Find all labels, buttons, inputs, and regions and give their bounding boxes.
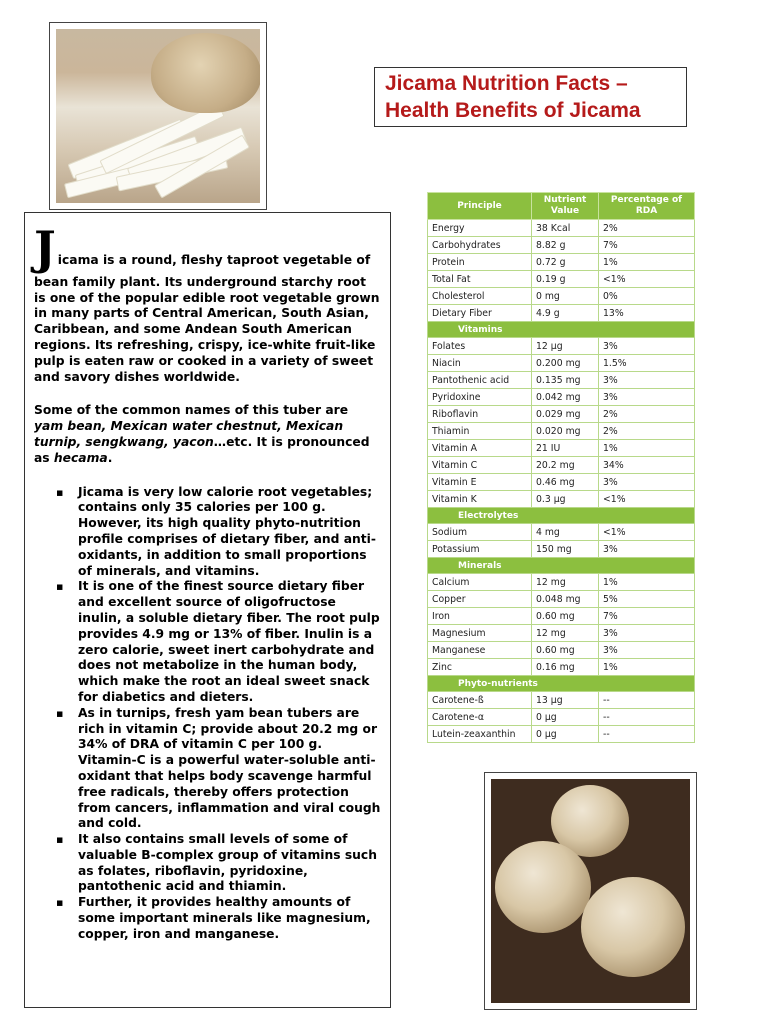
table-row bbox=[428, 254, 695, 271]
cell-percent-rda: 7% bbox=[599, 237, 695, 254]
table-section-row bbox=[428, 322, 695, 338]
cell-nutrient-value: 150 mg bbox=[532, 541, 599, 558]
benefit-item: ▪ Further, it provides healthy amounts of some important minerals like magnesium, copper, iron and manganese. bbox=[78, 895, 381, 942]
benefit-item: ▪ Jicama is very low calorie root vegetables; contains only 35 calories per 100 g. However, its high quality phyto-nutrition profile comprises of dietary fiber, and anti-oxidants, in addition to small proportions of minerals, and vitamins. bbox=[78, 485, 381, 580]
table-row bbox=[428, 726, 695, 743]
cell-percent-rda: 1% bbox=[599, 659, 695, 676]
cell-nutrient-value: 8.82 g bbox=[532, 237, 599, 254]
table-header-row bbox=[428, 193, 695, 220]
jicama-tubers-photo bbox=[484, 772, 697, 1010]
cell-nutrient-value: 0.60 mg bbox=[532, 642, 599, 659]
benefit-item: ▪ It is one of the finest source dietary fiber and excellent source of oligofructose inulin, a soluble dietary fiber. The root pulp provides 4.9 mg or 13% of fiber. Inulin is a zero calorie, sweet inert carbohydrate and does not metabolize in the human body, which make the root an ideal sweet snack for diabetics and dieters. bbox=[78, 579, 381, 705]
cell-nutrient-value: 20.2 mg bbox=[532, 457, 599, 474]
cell-nutrient-value: 0 µg bbox=[532, 709, 599, 726]
cell-principle: Carbohydrates bbox=[428, 237, 532, 254]
cell-percent-rda: 2% bbox=[599, 423, 695, 440]
cell-principle: Pantothenic acid bbox=[428, 372, 532, 389]
title-line-1: Jicama Nutrition Facts – bbox=[385, 72, 628, 95]
names-lead: Some of the common names of this tuber are bbox=[34, 403, 349, 418]
table-row bbox=[428, 440, 695, 457]
cell-nutrient-value: 12 mg bbox=[532, 625, 599, 642]
cell-percent-rda: -- bbox=[599, 726, 695, 743]
table-row bbox=[428, 372, 695, 389]
table-row bbox=[428, 220, 695, 237]
cell-percent-rda: 3% bbox=[599, 642, 695, 659]
names-mid: …etc. It is pronounced as bbox=[34, 434, 370, 465]
table-row bbox=[428, 642, 695, 659]
cell-percent-rda: 1.5% bbox=[599, 355, 695, 372]
cell-principle: Vitamin A bbox=[428, 440, 532, 457]
cell-percent-rda: 3% bbox=[599, 372, 695, 389]
cell-percent-rda: 3% bbox=[599, 625, 695, 642]
cell-principle: Energy bbox=[428, 220, 532, 237]
benefit-item: ▪ As in turnips, fresh yam bean tubers are rich in vitamin C; provide about 20.2 mg or 34% of DRA of vitamin C per 100 g. Vitamin-C is a powerful water-soluble anti-oxidant that helps body scavenge harmful free radicals, thereby offers protection from cancers, inflammation and viral cough and cold. bbox=[78, 706, 381, 832]
jicama-sticks-image bbox=[56, 29, 260, 203]
cell-nutrient-value: 0.042 mg bbox=[532, 389, 599, 406]
table-section-row bbox=[428, 508, 695, 524]
table-row bbox=[428, 474, 695, 491]
table-section-row bbox=[428, 676, 695, 692]
cell-nutrient-value: 0.46 mg bbox=[532, 474, 599, 491]
benefits-list bbox=[34, 485, 381, 943]
cell-nutrient-value: 12 mg bbox=[532, 574, 599, 591]
table-row bbox=[428, 659, 695, 676]
intro-first-line: icama is a round, fleshy taproot vegetable of bbox=[57, 253, 371, 267]
cell-percent-rda: 1% bbox=[599, 254, 695, 271]
cell-percent-rda: 1% bbox=[599, 574, 695, 591]
cell-principle: Vitamin E bbox=[428, 474, 532, 491]
cell-nutrient-value: 0.3 µg bbox=[532, 491, 599, 508]
title-line-2: Health Benefits of Jicama bbox=[385, 99, 641, 122]
table-row bbox=[428, 423, 695, 440]
table-row bbox=[428, 524, 695, 541]
cell-principle: Protein bbox=[428, 254, 532, 271]
table-row bbox=[428, 491, 695, 508]
cell-principle: Zinc bbox=[428, 659, 532, 676]
header-percentage-rda: Percentage of RDA bbox=[599, 193, 695, 220]
cell-principle: Carotene-α bbox=[428, 709, 532, 726]
cell-nutrient-value: 0.16 mg bbox=[532, 659, 599, 676]
cell-nutrient-value: 0.029 mg bbox=[532, 406, 599, 423]
cell-percent-rda: 0% bbox=[599, 288, 695, 305]
cell-percent-rda: 3% bbox=[599, 474, 695, 491]
table-row bbox=[428, 709, 695, 726]
cell-percent-rda: -- bbox=[599, 709, 695, 726]
table-row bbox=[428, 406, 695, 423]
drop-cap: J bbox=[34, 221, 56, 275]
cell-percent-rda: 13% bbox=[599, 305, 695, 322]
cell-percent-rda: 2% bbox=[599, 406, 695, 423]
cell-principle: Cholesterol bbox=[428, 288, 532, 305]
table-row bbox=[428, 625, 695, 642]
common-names-paragraph bbox=[34, 403, 381, 466]
cell-nutrient-value: 12 µg bbox=[532, 338, 599, 355]
names-italic: yam bean, Mexican water chestnut, Mexican turnip, sengkwang, yacon bbox=[34, 419, 344, 449]
cell-percent-rda: 3% bbox=[599, 541, 695, 558]
table-row bbox=[428, 591, 695, 608]
cell-principle: Vitamin K bbox=[428, 491, 532, 508]
cell-principle: Manganese bbox=[428, 642, 532, 659]
cell-principle: Iron bbox=[428, 608, 532, 625]
cell-percent-rda: 7% bbox=[599, 608, 695, 625]
page-title bbox=[374, 67, 687, 127]
cell-nutrient-value: 0 µg bbox=[532, 726, 599, 743]
nutrition-table-container bbox=[427, 192, 695, 743]
jicama-tubers-image bbox=[491, 779, 690, 1003]
cell-percent-rda: 3% bbox=[599, 338, 695, 355]
cell-principle: Niacin bbox=[428, 355, 532, 372]
table-section-row bbox=[428, 558, 695, 574]
cell-nutrient-value: 4.9 g bbox=[532, 305, 599, 322]
cell-nutrient-value: 0.200 mg bbox=[532, 355, 599, 372]
table-row bbox=[428, 288, 695, 305]
table-row bbox=[428, 457, 695, 474]
cell-percent-rda: 34% bbox=[599, 457, 695, 474]
cell-principle: Folates bbox=[428, 338, 532, 355]
cell-nutrient-value: 0 mg bbox=[532, 288, 599, 305]
cell-nutrient-value: 21 IU bbox=[532, 440, 599, 457]
cell-percent-rda: 2% bbox=[599, 220, 695, 237]
section-label: Minerals bbox=[428, 558, 695, 574]
cell-percent-rda: <1% bbox=[599, 524, 695, 541]
table-row bbox=[428, 389, 695, 406]
cell-principle: Magnesium bbox=[428, 625, 532, 642]
table-row bbox=[428, 305, 695, 322]
jicama-sticks-photo bbox=[49, 22, 267, 210]
cell-percent-rda: -- bbox=[599, 692, 695, 709]
cell-nutrient-value: 0.19 g bbox=[532, 271, 599, 288]
intro-paragraph bbox=[34, 223, 381, 385]
table-row bbox=[428, 608, 695, 625]
table-row bbox=[428, 338, 695, 355]
cell-principle: Lutein-zeaxanthin bbox=[428, 726, 532, 743]
cell-principle: Potassium bbox=[428, 541, 532, 558]
benefit-item: ▪ It also contains small levels of some of valuable B-complex group of vitamins such as folates, riboflavin, pyridoxine, pantothenic acid and thiamin. bbox=[78, 832, 381, 895]
cell-percent-rda: 1% bbox=[599, 440, 695, 457]
nutrition-table-body bbox=[428, 220, 695, 743]
section-label: Electrolytes bbox=[428, 508, 695, 524]
cell-principle: Riboflavin bbox=[428, 406, 532, 423]
table-row bbox=[428, 271, 695, 288]
table-row bbox=[428, 574, 695, 591]
names-end: . bbox=[107, 450, 113, 465]
cell-percent-rda: 5% bbox=[599, 591, 695, 608]
cell-nutrient-value: 0.72 g bbox=[532, 254, 599, 271]
nutrition-table bbox=[427, 192, 695, 743]
cell-principle: Vitamin C bbox=[428, 457, 532, 474]
cell-principle: Total Fat bbox=[428, 271, 532, 288]
cell-principle: Carotene-ß bbox=[428, 692, 532, 709]
cell-nutrient-value: 13 µg bbox=[532, 692, 599, 709]
intro-rest: bean family plant. Its underground starchy root is one of the popular edible root vegetable grown in many parts of Central American, South Asian, Caribbean, and some Andean South American regions. Its refreshing, crispy, ice-white fruit-like pulp is eaten raw or cooked in a variety of sweet and savory dishes worldwide. bbox=[34, 274, 380, 384]
cell-principle: Pyridoxine bbox=[428, 389, 532, 406]
cell-principle: Dietary Fiber bbox=[428, 305, 532, 322]
cell-principle: Sodium bbox=[428, 524, 532, 541]
cell-nutrient-value: 0.60 mg bbox=[532, 608, 599, 625]
cell-nutrient-value: 4 mg bbox=[532, 524, 599, 541]
table-row bbox=[428, 237, 695, 254]
article-text-box bbox=[24, 212, 391, 1008]
cell-nutrient-value: 0.020 mg bbox=[532, 423, 599, 440]
table-row bbox=[428, 541, 695, 558]
cell-principle: Thiamin bbox=[428, 423, 532, 440]
section-label: Vitamins bbox=[428, 322, 695, 338]
section-label: Phyto-nutrients bbox=[428, 676, 695, 692]
names-pronounced: hecama bbox=[53, 450, 108, 465]
cell-percent-rda: <1% bbox=[599, 271, 695, 288]
cell-percent-rda: <1% bbox=[599, 491, 695, 508]
table-row bbox=[428, 692, 695, 709]
header-principle: Principle bbox=[428, 193, 532, 220]
cell-principle: Calcium bbox=[428, 574, 532, 591]
cell-principle: Copper bbox=[428, 591, 532, 608]
cell-nutrient-value: 0.135 mg bbox=[532, 372, 599, 389]
cell-nutrient-value: 0.048 mg bbox=[532, 591, 599, 608]
cell-percent-rda: 3% bbox=[599, 389, 695, 406]
table-row bbox=[428, 355, 695, 372]
header-nutrient-value: Nutrient Value bbox=[532, 193, 599, 220]
cell-nutrient-value: 38 Kcal bbox=[532, 220, 599, 237]
